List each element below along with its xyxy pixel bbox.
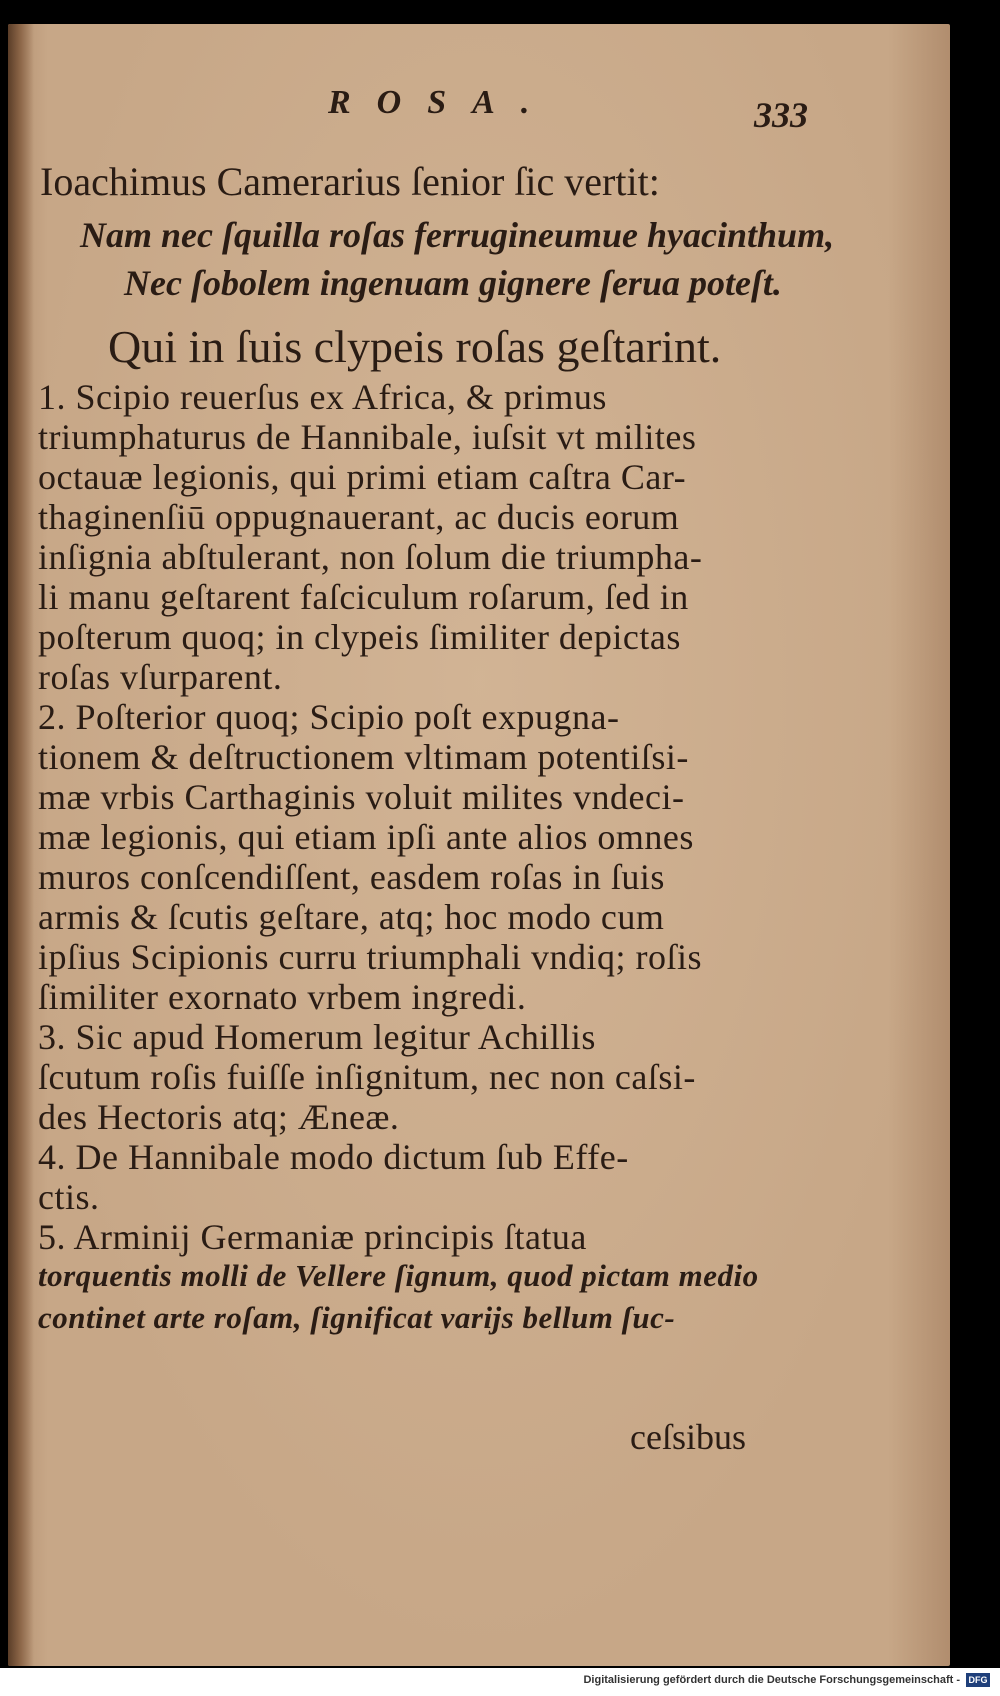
text-line: ipſius Scipionis curru triumphali vndiq; roſis [38, 937, 702, 977]
text-line: mæ legionis, qui etiam ipſi ante alios omnes [38, 817, 694, 857]
text-line: ſcutum roſis fuiſſe inſignitum, nec non caſsi- [38, 1057, 696, 1097]
book-page [8, 24, 950, 1666]
text-line: li manu geſtarent faſciculum roſarum, ſed in [38, 577, 689, 617]
text-line: octauæ legionis, qui primi etiam caſtra Car- [38, 457, 687, 497]
text-line: roſas vſurparent. [38, 657, 283, 697]
text-line: poſterum quoq; in clypeis ſimiliter depictas [38, 617, 681, 657]
text-line: muros conſcendiſſent, easdem roſas in ſuis [38, 857, 665, 897]
verse-line-1: Nam nec ſquilla roſas ferrugineumue hyacinthum, [80, 215, 835, 255]
catchword: ceſsibus [630, 1417, 746, 1457]
funding-credit: Digitalisierung gefördert durch die Deutsche Forschungsgemeinschaft - [583, 1674, 960, 1686]
dfg-logo-icon: DFG [966, 1673, 990, 1687]
text-line-italic: continet arte roſam, ſignificat varijs bellum ſuc- [38, 1300, 676, 1335]
text-line: inſignia abſtulerant, non ſolum die triumpha- [38, 537, 703, 577]
text-line: triumphaturus de Hannibale, iuſsit vt milites [38, 417, 697, 457]
verse-line-2: Nec ſobolem ingenuam gignere ſerua poteſt. [124, 263, 782, 303]
text-line: des Hectoris atq; Æneæ. [38, 1097, 400, 1137]
footer-bar [0, 1668, 1000, 1696]
section-heading: Qui in ſuis clypeis roſas geſtarint. [108, 321, 722, 372]
text-line: 4. De Hannibale modo dictum ſub Effe- [38, 1137, 629, 1177]
text-line: ſimiliter exornato vrbem ingredi. [38, 977, 527, 1017]
text-line: tionem & deſtructionem vltimam potentiſsi- [38, 737, 689, 777]
text-line: mæ vrbis Carthaginis voluit milites vndeci- [38, 777, 685, 817]
page-text [8, 24, 950, 1666]
page-number: 333 [754, 95, 808, 135]
running-head: ROSA. [328, 84, 556, 121]
text-line: armis & ſcutis geſtare, atq; hoc modo cum [38, 897, 665, 937]
text-line: ctis. [38, 1177, 100, 1217]
text-line-italic: torquentis molli de Vellere ſignum, quod pictam medio [38, 1258, 759, 1293]
text-line: 2. Poſterior quoq; Scipio poſt expugna- [38, 697, 620, 737]
intro-line: Ioachimus Camerarius ſenior ſic vertit: [40, 159, 660, 204]
text-line: 3. Sic apud Homerum legitur Achillis [38, 1017, 596, 1057]
text-line: 1. Scipio reuerſus ex Africa, & primus [38, 377, 607, 417]
text-line: 5. Arminij Germaniæ principis ſtatua [38, 1217, 587, 1257]
text-line: thaginenſiū oppugnauerant, ac ducis eorum [38, 497, 680, 537]
